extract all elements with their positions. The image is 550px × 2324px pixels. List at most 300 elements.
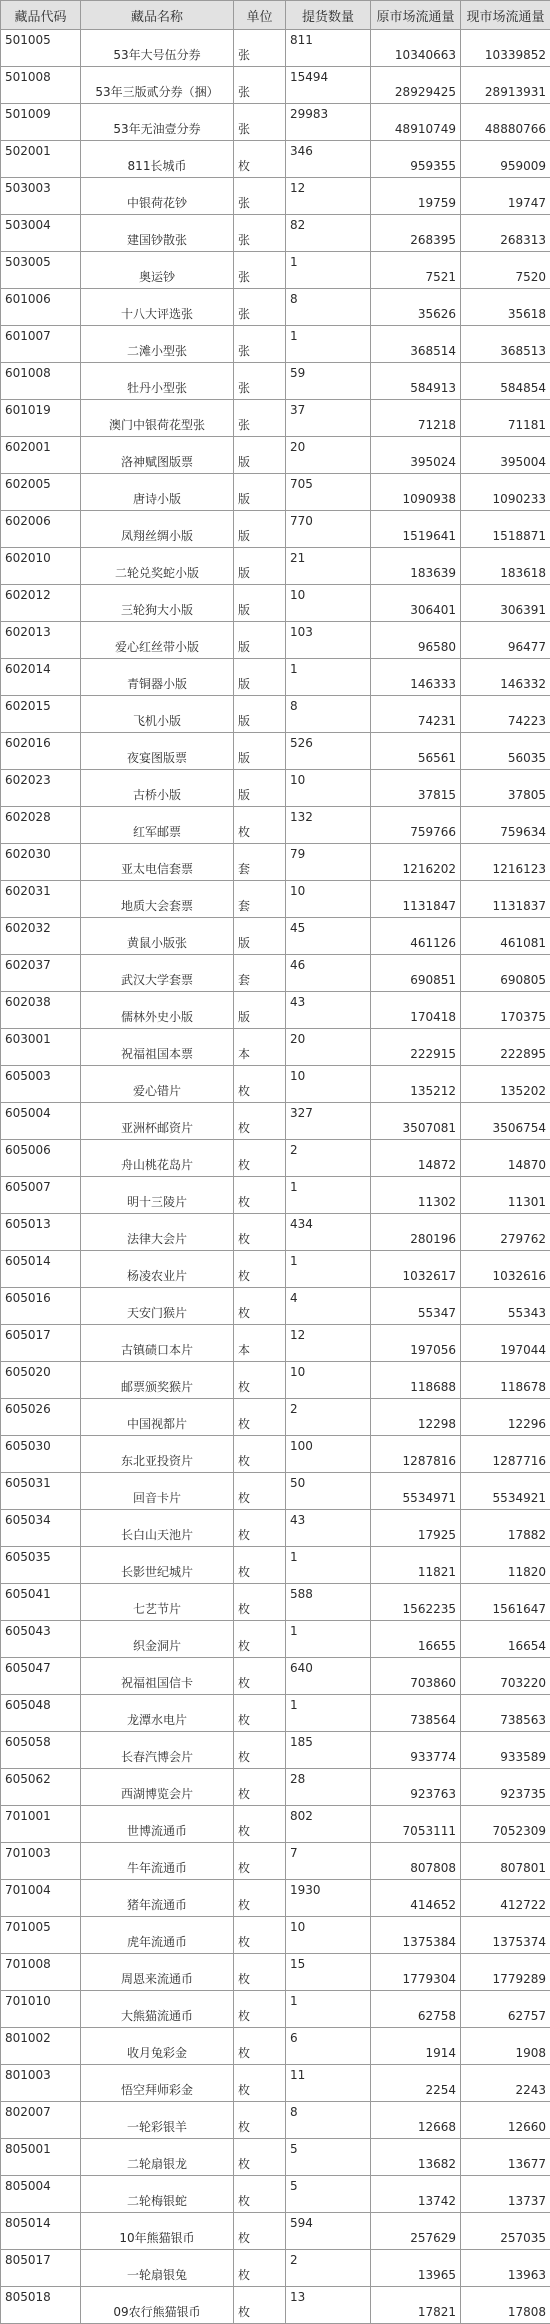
original-circulation: 13965 — [371, 2250, 461, 2287]
item-name: 一轮彩银羊 — [81, 2102, 234, 2139]
original-circulation: 183639 — [371, 548, 461, 585]
original-circulation: 1519641 — [371, 511, 461, 548]
item-name: 长白山天池片 — [81, 1510, 234, 1547]
original-circulation: 1216202 — [371, 844, 461, 881]
item-unit: 枚 — [234, 1510, 286, 1547]
pickup-quantity: 37 — [286, 400, 371, 437]
pickup-quantity: 43 — [286, 1510, 371, 1547]
current-circulation: 37805 — [461, 770, 550, 807]
item-code: 605017 — [1, 1325, 81, 1362]
pickup-quantity: 4 — [286, 1288, 371, 1325]
current-circulation: 222895 — [461, 1029, 550, 1066]
table-row — [1, 511, 550, 548]
item-name: 澳门中银荷花型张 — [81, 400, 234, 437]
current-circulation: 923735 — [461, 1769, 550, 1806]
original-circulation: 35626 — [371, 289, 461, 326]
original-circulation: 703860 — [371, 1658, 461, 1695]
item-name: 牡丹小型张 — [81, 363, 234, 400]
table-row — [1, 1251, 550, 1288]
table-row — [1, 1917, 550, 1954]
item-name: 周恩来流通币 — [81, 1954, 234, 1991]
item-name: 舟山桃花岛片 — [81, 1140, 234, 1177]
original-circulation: 71218 — [371, 400, 461, 437]
item-name: 三轮狗大小版 — [81, 585, 234, 622]
table-row — [1, 1806, 550, 1843]
item-unit: 枚 — [234, 1991, 286, 2028]
current-circulation: 1518871 — [461, 511, 550, 548]
table-row — [1, 326, 550, 363]
current-circulation: 257035 — [461, 2213, 550, 2250]
current-circulation: 306391 — [461, 585, 550, 622]
original-circulation: 11302 — [371, 1177, 461, 1214]
pickup-quantity: 132 — [286, 807, 371, 844]
header-quantity: 提货数量 — [286, 1, 371, 30]
item-name: 亚洲杯邮资片 — [81, 1103, 234, 1140]
table-row — [1, 252, 550, 289]
item-code: 502001 — [1, 141, 81, 178]
table-row — [1, 1695, 550, 1732]
table-row — [1, 1584, 550, 1621]
current-circulation: 14870 — [461, 1140, 550, 1177]
item-name: 天安门猴片 — [81, 1288, 234, 1325]
table-row — [1, 1177, 550, 1214]
item-name: 邮票颁奖猴片 — [81, 1362, 234, 1399]
current-circulation: 959009 — [461, 141, 550, 178]
item-code: 603001 — [1, 1029, 81, 1066]
pickup-quantity: 8 — [286, 696, 371, 733]
item-unit: 版 — [234, 992, 286, 1029]
pickup-quantity: 2 — [286, 1140, 371, 1177]
pickup-quantity: 6 — [286, 2028, 371, 2065]
table-row — [1, 2065, 550, 2102]
item-name: 地质大会套票 — [81, 881, 234, 918]
item-code: 601019 — [1, 400, 81, 437]
current-circulation: 197044 — [461, 1325, 550, 1362]
pickup-quantity: 5 — [286, 2139, 371, 2176]
item-name: 二轮扇银龙 — [81, 2139, 234, 2176]
item-code: 605031 — [1, 1473, 81, 1510]
pickup-quantity: 1 — [286, 1621, 371, 1658]
pickup-quantity: 1 — [286, 1695, 371, 1732]
item-code: 605062 — [1, 1769, 81, 1806]
table-row — [1, 622, 550, 659]
item-unit: 枚 — [234, 1695, 286, 1732]
table-row — [1, 1954, 550, 1991]
pickup-quantity: 20 — [286, 1029, 371, 1066]
table-row — [1, 141, 550, 178]
item-code: 801003 — [1, 2065, 81, 2102]
original-circulation: 807808 — [371, 1843, 461, 1880]
current-circulation: 48880766 — [461, 104, 550, 141]
pickup-quantity: 1 — [286, 1991, 371, 2028]
original-circulation: 7053111 — [371, 1806, 461, 1843]
original-circulation: 1090938 — [371, 474, 461, 511]
original-circulation: 395024 — [371, 437, 461, 474]
item-unit: 版 — [234, 474, 286, 511]
current-circulation: 1908 — [461, 2028, 550, 2065]
pickup-quantity: 185 — [286, 1732, 371, 1769]
current-circulation: 56035 — [461, 733, 550, 770]
current-circulation: 170375 — [461, 992, 550, 1029]
item-code: 805014 — [1, 2213, 81, 2250]
item-name: 青铜器小版 — [81, 659, 234, 696]
pickup-quantity: 50 — [286, 1473, 371, 1510]
item-code: 805018 — [1, 2287, 81, 2324]
item-name: 53年大号伍分券 — [81, 30, 234, 67]
table-row — [1, 2250, 550, 2287]
item-name: 回音卡片 — [81, 1473, 234, 1510]
item-code: 501008 — [1, 67, 81, 104]
original-circulation: 16655 — [371, 1621, 461, 1658]
table-row — [1, 2287, 550, 2324]
table-row — [1, 289, 550, 326]
current-circulation: 5534921 — [461, 1473, 550, 1510]
current-circulation: 16654 — [461, 1621, 550, 1658]
table-row — [1, 1547, 550, 1584]
item-unit: 枚 — [234, 1584, 286, 1621]
current-circulation: 3506754 — [461, 1103, 550, 1140]
pickup-quantity: 79 — [286, 844, 371, 881]
item-code: 501005 — [1, 30, 81, 67]
item-name: 祝福祖国信卡 — [81, 1658, 234, 1695]
current-circulation: 759634 — [461, 807, 550, 844]
original-circulation: 17821 — [371, 2287, 461, 2324]
table-row — [1, 400, 550, 437]
item-unit: 枚 — [234, 1177, 286, 1214]
item-unit: 枚 — [234, 1436, 286, 1473]
item-name: 811长城币 — [81, 141, 234, 178]
table-row — [1, 363, 550, 400]
original-circulation: 1562235 — [371, 1584, 461, 1621]
item-unit: 张 — [234, 215, 286, 252]
item-name: 古镇碛口本片 — [81, 1325, 234, 1362]
item-code: 602031 — [1, 881, 81, 918]
table-row — [1, 992, 550, 1029]
table-row — [1, 1436, 550, 1473]
table-row — [1, 437, 550, 474]
item-name: 七艺节片 — [81, 1584, 234, 1621]
pickup-quantity: 10 — [286, 1362, 371, 1399]
original-circulation: 959355 — [371, 141, 461, 178]
current-circulation: 461081 — [461, 918, 550, 955]
item-code: 602013 — [1, 622, 81, 659]
item-unit: 枚 — [234, 1621, 286, 1658]
original-circulation: 170418 — [371, 992, 461, 1029]
item-name: 儒林外史小版 — [81, 992, 234, 1029]
item-unit: 枚 — [234, 1399, 286, 1436]
current-circulation: 11820 — [461, 1547, 550, 1584]
pickup-quantity: 7 — [286, 1843, 371, 1880]
pickup-quantity: 327 — [286, 1103, 371, 1140]
header-name: 藏品名称 — [81, 1, 234, 30]
header-row — [1, 1, 550, 30]
pickup-quantity: 29983 — [286, 104, 371, 141]
item-code: 701004 — [1, 1880, 81, 1917]
original-circulation: 11821 — [371, 1547, 461, 1584]
current-circulation: 1131837 — [461, 881, 550, 918]
item-name: 黄鼠小版张 — [81, 918, 234, 955]
item-unit: 枚 — [234, 2287, 286, 2324]
table-row — [1, 1029, 550, 1066]
item-unit: 版 — [234, 733, 286, 770]
item-code: 605014 — [1, 1251, 81, 1288]
item-unit: 版 — [234, 548, 286, 585]
item-unit: 本 — [234, 1029, 286, 1066]
pickup-quantity: 10 — [286, 585, 371, 622]
original-circulation: 1779304 — [371, 1954, 461, 1991]
item-name: 世博流通币 — [81, 1806, 234, 1843]
pickup-quantity: 11 — [286, 2065, 371, 2102]
item-unit: 张 — [234, 252, 286, 289]
current-circulation: 13963 — [461, 2250, 550, 2287]
item-code: 805004 — [1, 2176, 81, 2213]
current-circulation: 738563 — [461, 1695, 550, 1732]
current-circulation: 35618 — [461, 289, 550, 326]
original-circulation: 1131847 — [371, 881, 461, 918]
item-name: 53年无油壹分券 — [81, 104, 234, 141]
pickup-quantity: 100 — [286, 1436, 371, 1473]
current-circulation: 74223 — [461, 696, 550, 733]
item-code: 602005 — [1, 474, 81, 511]
original-circulation: 306401 — [371, 585, 461, 622]
current-circulation: 12660 — [461, 2102, 550, 2139]
original-circulation: 1032617 — [371, 1251, 461, 1288]
table-row — [1, 918, 550, 955]
item-unit: 版 — [234, 622, 286, 659]
item-unit: 枚 — [234, 1214, 286, 1251]
item-name: 猪年流通币 — [81, 1880, 234, 1917]
item-unit: 枚 — [234, 141, 286, 178]
original-circulation: 3507081 — [371, 1103, 461, 1140]
current-circulation: 183618 — [461, 548, 550, 585]
item-code: 602010 — [1, 548, 81, 585]
item-code: 605047 — [1, 1658, 81, 1695]
pickup-quantity: 28 — [286, 1769, 371, 1806]
table-row — [1, 67, 550, 104]
table-row — [1, 955, 550, 992]
item-code: 605041 — [1, 1584, 81, 1621]
table-row — [1, 659, 550, 696]
item-unit: 枚 — [234, 2250, 286, 2287]
pickup-quantity: 15 — [286, 1954, 371, 1991]
item-name: 十八大评选张 — [81, 289, 234, 326]
item-code: 601007 — [1, 326, 81, 363]
current-circulation: 395004 — [461, 437, 550, 474]
current-circulation: 1216123 — [461, 844, 550, 881]
item-code: 602006 — [1, 511, 81, 548]
item-code: 602037 — [1, 955, 81, 992]
pickup-quantity: 434 — [286, 1214, 371, 1251]
pickup-quantity: 588 — [286, 1584, 371, 1621]
item-unit: 枚 — [234, 807, 286, 844]
item-name: 洛神赋图版票 — [81, 437, 234, 474]
item-unit: 枚 — [234, 1251, 286, 1288]
item-unit: 枚 — [234, 1732, 286, 1769]
item-name: 古桥小版 — [81, 770, 234, 807]
pickup-quantity: 10 — [286, 1917, 371, 1954]
item-code: 501009 — [1, 104, 81, 141]
item-code: 605043 — [1, 1621, 81, 1658]
original-circulation: 257629 — [371, 2213, 461, 2250]
item-code: 602032 — [1, 918, 81, 955]
item-unit: 张 — [234, 178, 286, 215]
item-unit: 枚 — [234, 1473, 286, 1510]
table-row — [1, 178, 550, 215]
item-code: 605004 — [1, 1103, 81, 1140]
item-name: 东北亚投资片 — [81, 1436, 234, 1473]
item-code: 701010 — [1, 1991, 81, 2028]
current-circulation: 71181 — [461, 400, 550, 437]
pickup-quantity: 15494 — [286, 67, 371, 104]
original-circulation: 12668 — [371, 2102, 461, 2139]
original-circulation: 56561 — [371, 733, 461, 770]
pickup-quantity: 10 — [286, 770, 371, 807]
item-name: 二轮兑奖蛇小版 — [81, 548, 234, 585]
current-circulation: 1032616 — [461, 1251, 550, 1288]
pickup-quantity: 811 — [286, 30, 371, 67]
item-unit: 张 — [234, 326, 286, 363]
original-circulation: 62758 — [371, 1991, 461, 2028]
item-unit: 枚 — [234, 1288, 286, 1325]
pickup-quantity: 1930 — [286, 1880, 371, 1917]
item-code: 605026 — [1, 1399, 81, 1436]
table-row — [1, 585, 550, 622]
pickup-quantity: 802 — [286, 1806, 371, 1843]
current-circulation: 11301 — [461, 1177, 550, 1214]
item-code: 602038 — [1, 992, 81, 1029]
item-code: 602001 — [1, 437, 81, 474]
item-unit: 张 — [234, 30, 286, 67]
item-name: 大熊猫流通币 — [81, 1991, 234, 2028]
original-circulation: 19759 — [371, 178, 461, 215]
item-code: 601008 — [1, 363, 81, 400]
item-unit: 枚 — [234, 1658, 286, 1695]
item-name: 西湖博览会片 — [81, 1769, 234, 1806]
original-circulation: 759766 — [371, 807, 461, 844]
item-code: 605030 — [1, 1436, 81, 1473]
item-name: 53年三版贰分券（捆） — [81, 67, 234, 104]
table-row — [1, 1288, 550, 1325]
item-name: 二滩小型张 — [81, 326, 234, 363]
item-name: 夜宴图版票 — [81, 733, 234, 770]
table-body — [1, 30, 550, 2324]
table-row — [1, 1621, 550, 1658]
item-code: 602012 — [1, 585, 81, 622]
item-name: 奥运钞 — [81, 252, 234, 289]
item-unit: 枚 — [234, 1103, 286, 1140]
current-circulation: 17882 — [461, 1510, 550, 1547]
current-circulation: 10339852 — [461, 30, 550, 67]
current-circulation: 96477 — [461, 622, 550, 659]
current-circulation: 28913931 — [461, 67, 550, 104]
item-unit: 张 — [234, 67, 286, 104]
pickup-quantity: 13 — [286, 2287, 371, 2324]
current-circulation: 1287716 — [461, 1436, 550, 1473]
table-row — [1, 215, 550, 252]
item-name: 一轮扇银兔 — [81, 2250, 234, 2287]
original-circulation: 368514 — [371, 326, 461, 363]
item-name: 牛年流通币 — [81, 1843, 234, 1880]
item-code: 601006 — [1, 289, 81, 326]
current-circulation: 933589 — [461, 1732, 550, 1769]
original-circulation: 933774 — [371, 1732, 461, 1769]
table-row — [1, 1732, 550, 1769]
item-code: 605020 — [1, 1362, 81, 1399]
item-code: 605013 — [1, 1214, 81, 1251]
item-code: 602023 — [1, 770, 81, 807]
original-circulation: 923763 — [371, 1769, 461, 1806]
pickup-quantity: 20 — [286, 437, 371, 474]
table-row — [1, 104, 550, 141]
item-unit: 枚 — [234, 2176, 286, 2213]
original-circulation: 17925 — [371, 1510, 461, 1547]
item-unit: 枚 — [234, 2213, 286, 2250]
pickup-quantity: 82 — [286, 215, 371, 252]
item-name: 龙潭水电片 — [81, 1695, 234, 1732]
item-code: 805001 — [1, 2139, 81, 2176]
item-name: 虎年流通币 — [81, 1917, 234, 1954]
table-row — [1, 1103, 550, 1140]
table-row — [1, 1066, 550, 1103]
table-row — [1, 1880, 550, 1917]
item-name: 09农行熊猫银币 — [81, 2287, 234, 2324]
item-name: 祝福祖国本票 — [81, 1029, 234, 1066]
item-code: 701005 — [1, 1917, 81, 1954]
item-unit: 枚 — [234, 2065, 286, 2102]
item-unit: 枚 — [234, 1843, 286, 1880]
pickup-quantity: 12 — [286, 1325, 371, 1362]
pickup-quantity: 59 — [286, 363, 371, 400]
item-name: 杨凌农业片 — [81, 1251, 234, 1288]
pickup-quantity: 526 — [286, 733, 371, 770]
original-circulation: 28929425 — [371, 67, 461, 104]
original-circulation: 135212 — [371, 1066, 461, 1103]
item-unit: 枚 — [234, 1954, 286, 1991]
original-circulation: 48910749 — [371, 104, 461, 141]
current-circulation: 268313 — [461, 215, 550, 252]
item-unit: 版 — [234, 659, 286, 696]
table-row — [1, 1843, 550, 1880]
original-circulation: 55347 — [371, 1288, 461, 1325]
current-circulation: 118678 — [461, 1362, 550, 1399]
current-circulation: 146332 — [461, 659, 550, 696]
item-code: 602015 — [1, 696, 81, 733]
pickup-quantity: 346 — [286, 141, 371, 178]
original-circulation: 12298 — [371, 1399, 461, 1436]
current-circulation: 17808 — [461, 2287, 550, 2324]
table-row — [1, 733, 550, 770]
pickup-quantity: 45 — [286, 918, 371, 955]
original-circulation: 1375384 — [371, 1917, 461, 1954]
current-circulation: 55343 — [461, 1288, 550, 1325]
pickup-quantity: 705 — [286, 474, 371, 511]
pickup-quantity: 770 — [286, 511, 371, 548]
item-unit: 套 — [234, 955, 286, 992]
current-circulation: 703220 — [461, 1658, 550, 1695]
item-name: 悟空拜师彩金 — [81, 2065, 234, 2102]
pickup-quantity: 1 — [286, 252, 371, 289]
pickup-quantity: 12 — [286, 178, 371, 215]
original-circulation: 222915 — [371, 1029, 461, 1066]
item-code: 605016 — [1, 1288, 81, 1325]
original-circulation: 738564 — [371, 1695, 461, 1732]
item-name: 爱心红丝带小版 — [81, 622, 234, 659]
item-unit: 版 — [234, 770, 286, 807]
original-circulation: 74231 — [371, 696, 461, 733]
item-name: 爱心错片 — [81, 1066, 234, 1103]
header-code: 藏品代码 — [1, 1, 81, 30]
current-circulation: 807801 — [461, 1843, 550, 1880]
